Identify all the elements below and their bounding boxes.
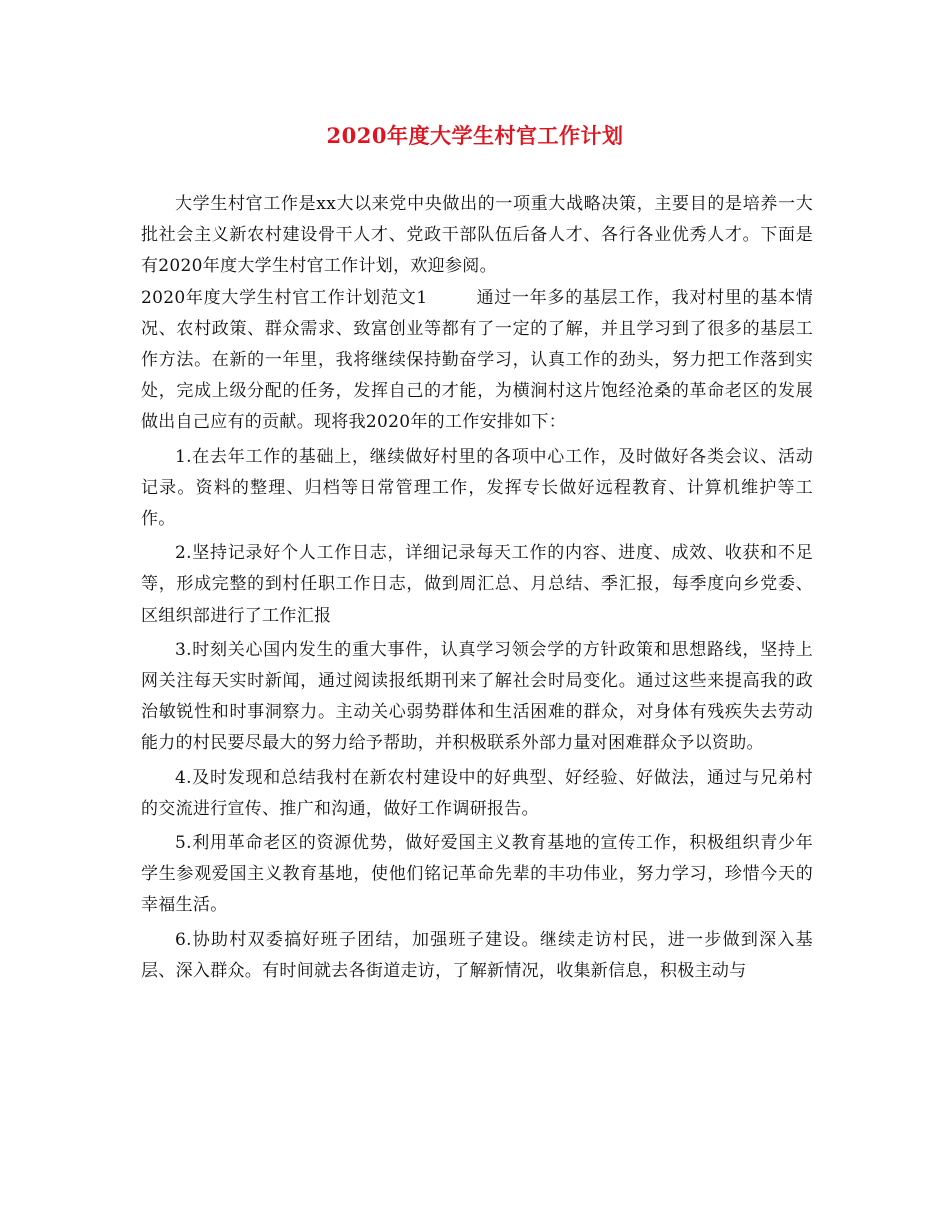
list-item-5: 5.利用革命老区的资源优势，做好爱国主义教育基地的宣传工作，积极组织青少年学生参观爱国主义教育基地，使他们铭记革命先辈的丰功伟业，努力学习，珍惜今天的幸福生活。 bbox=[141, 833, 813, 916]
document-title: 2020年度大学生村官工作计划 bbox=[326, 123, 624, 148]
document-body bbox=[141, 189, 813, 987]
list-item-3: 3.时刻关心国内发生的重大事件，认真学习领会学的方针政策和思想路线，坚持上网关注每天实时新闻，通过阅读报纸期刊来了解社会时局变化。通过这些来提高我的政治敏锐性和时事洞察力。主动关心弱势群体和生活困难的群众，对身体有残疾失去劳动能力的村民要尽最大的努力给予帮助，并积极联系外部力量对困难群众予以资助。 bbox=[141, 639, 813, 754]
section-paragraph bbox=[141, 283, 813, 439]
section-heading: 2020年度大学生村官工作计划范文1 bbox=[141, 287, 428, 308]
list-item-2: 2.坚持记录好个人工作日志，详细记录每天工作的内容、进度、成效、收获和不足等，形成完整的到村任职工作日志，做到周汇总、月总结、季汇报，每季度向乡党委、区组织部进行了工作汇报 bbox=[141, 543, 813, 626]
section-intro: 通过一年多的基层工作，我对村里的基本情况、农村政策、群众需求、致富创业等都有了一定的了解，并且学习到了很多的基层工作方法。在新的一年里，我将继续保持勤奋学习，认真工作的劲头，努力把工作落到实处，完成上级分配的任务，发挥自己的才能，为横涧村这片饱经沧桑的革命老区的发展做出自己应有的贡献。现将我2020年的工作安排如下： bbox=[141, 287, 814, 433]
intro-paragraph: 大学生村官工作是xx大以来党中央做出的一项重大战略决策，主要目的是培养一大批社会主义新农村建设骨干人才、党政干部队伍后备人才、各行各业优秀人才。下面是有2020年度大学生村官工作计划，欢迎参阅。 bbox=[141, 194, 813, 277]
list-item-6: 6.协助村双委搞好班子团结，加强班子建设。继续走访村民，进一步做到深入基层、深入群众。有时间就去各街道走访，了解新情况，收集新信息，积极主动与 bbox=[141, 929, 813, 981]
list-item-4: 4.及时发现和总结我村在新农村建设中的好典型、好经验、好做法，通过与兄弟村的交流进行宣传、推广和沟通，做好工作调研报告。 bbox=[141, 767, 813, 819]
list-item-1: 1.在去年工作的基础上，继续做好村里的各项中心工作，及时做好各类会议、活动记录。资料的整理、归档等日常管理工作，发挥专长做好远程教育、计算机维护等工作。 bbox=[141, 446, 813, 530]
